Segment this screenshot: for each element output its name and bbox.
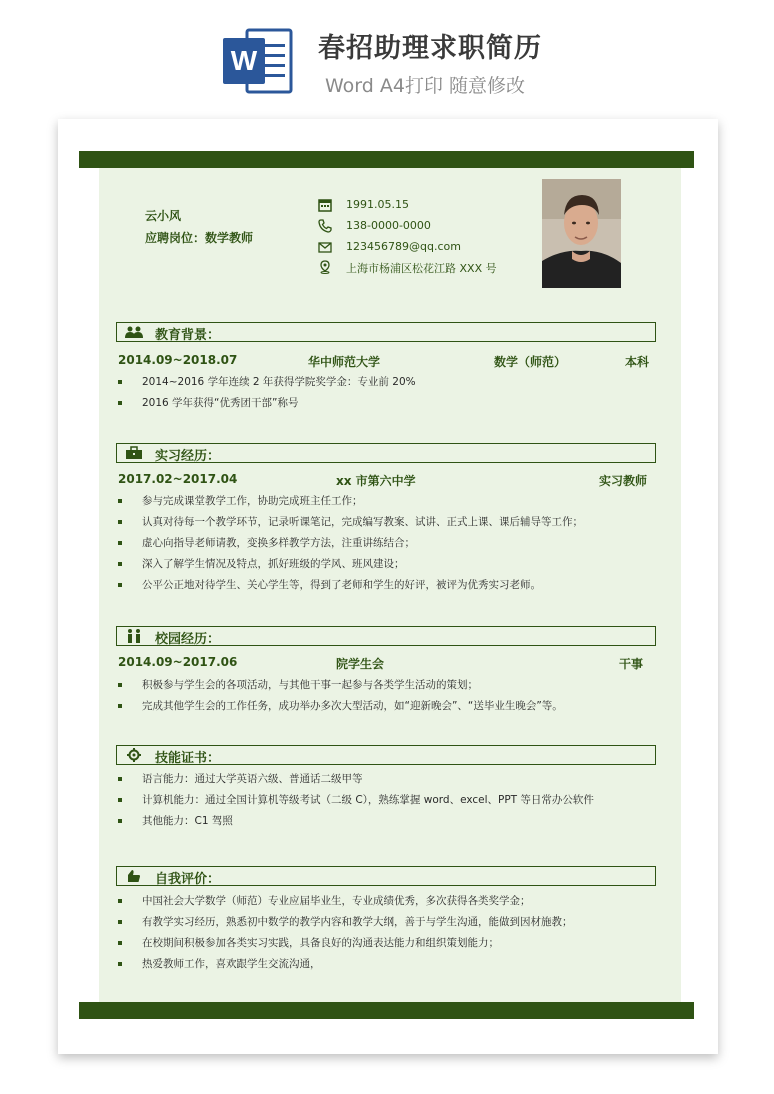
word-icon bbox=[221, 24, 295, 98]
section-campus-header bbox=[116, 626, 656, 646]
edu-degree: 本科 bbox=[625, 355, 650, 369]
profile-photo bbox=[542, 179, 621, 288]
list-item: 中国社会大学数学（师范）专业应届毕业生，专业成绩优秀，多次获得各类奖学金； bbox=[120, 893, 531, 908]
section-internship-header bbox=[116, 443, 656, 463]
candidate-name: 云小风 bbox=[145, 209, 182, 223]
people-icon bbox=[125, 629, 143, 643]
list-item: 在校期间积极参加各类实习实践，具备良好的沟通表达能力和组织策划能力； bbox=[120, 935, 499, 950]
birth-date: 1991.05.15 bbox=[346, 198, 409, 211]
education-icon bbox=[125, 325, 143, 339]
list-item: 参与完成课堂教学工作，协助完成班主任工作； bbox=[120, 493, 363, 508]
section-skills-header bbox=[116, 745, 656, 765]
edu-period: 2014.09~2018.07 bbox=[118, 353, 238, 367]
calendar-icon bbox=[318, 198, 332, 212]
phone-icon bbox=[318, 219, 332, 233]
list-item: 2014~2016 学年连续 2 年获得学院奖学金：专业前 20% bbox=[120, 374, 416, 389]
edu-school: 华中师范大学 bbox=[308, 355, 381, 369]
section-self-eval-header bbox=[116, 866, 656, 886]
section-title: 自我评价： bbox=[155, 872, 221, 887]
section-title: 实习经历： bbox=[155, 449, 221, 464]
campus-period: 2014.09~2017.06 bbox=[118, 655, 238, 669]
list-item: 语言能力：通过大学英语六级、普通话二级甲等 bbox=[120, 771, 363, 786]
campus-role: 干事 bbox=[619, 657, 644, 671]
applied-position: 应聘岗位：数学教师 bbox=[145, 231, 254, 245]
banner bbox=[0, 0, 774, 115]
top-bar bbox=[79, 151, 694, 168]
section-education-header bbox=[116, 322, 656, 342]
intern-role: 实习教师 bbox=[599, 474, 648, 488]
svg-text:W: W bbox=[230, 45, 258, 76]
list-item: 完成其他学生会的工作任务，成功举办多次大型活动，如“迎新晚会”、“送毕业生晚会”等。 bbox=[120, 698, 563, 713]
address: 上海市杨浦区松花江路 XXX 号 bbox=[346, 262, 497, 275]
banner-subtitle: Word A4打印 随意修改 bbox=[325, 75, 526, 97]
section-title: 技能证书： bbox=[155, 751, 221, 766]
location-icon bbox=[318, 260, 332, 274]
list-item: 计算机能力：通过全国计算机等级考试（二级 C），熟练掌握 word、excel、PPT 等日常办公软件 bbox=[120, 792, 594, 807]
list-item: 公平公正地对待学生、关心学生等，得到了老师和学生的好评，被评为优秀实习老师。 bbox=[120, 577, 541, 592]
list-item: 其他能力：C1 驾照 bbox=[120, 813, 233, 828]
list-item: 虚心向指导老师请教，变换多样教学方法，注重讲练结合； bbox=[120, 535, 415, 550]
bottom-bar bbox=[79, 1002, 694, 1019]
phone-number: 138-0000-0000 bbox=[346, 219, 431, 232]
list-item: 热爱教师工作，喜欢跟学生交流沟通， bbox=[120, 956, 321, 971]
banner-title: 春招助理求职简历 bbox=[318, 33, 542, 64]
section-title: 校园经历： bbox=[155, 632, 221, 647]
gear-icon bbox=[125, 748, 143, 762]
list-item: 认真对待每一个教学环节，记录听课笔记，完成编写教案、试讲、正式上课、课后辅导等工作； bbox=[120, 514, 583, 529]
intern-org: xx 市第六中学 bbox=[336, 474, 416, 488]
intern-period: 2017.02~2017.04 bbox=[118, 472, 238, 486]
list-item: 有教学实习经历，熟悉初中数学的教学内容和教学大纲，善于与学生沟通，能做到因材施教； bbox=[120, 914, 573, 929]
section-title: 教育背景： bbox=[155, 328, 221, 343]
mail-icon bbox=[318, 240, 332, 254]
list-item: 积极参与学生会的各项活动，与其他干事一起参与各类学生活动的策划； bbox=[120, 677, 478, 692]
email: 123456789@qq.com bbox=[346, 240, 461, 253]
list-item: 2016 学年获得“优秀团干部”称号 bbox=[120, 395, 298, 410]
thumb-icon bbox=[125, 869, 143, 883]
briefcase-icon bbox=[125, 446, 143, 460]
campus-org: 院学生会 bbox=[336, 657, 385, 671]
list-item: 深入了解学生情况及特点，抓好班级的学风、班风建设； bbox=[120, 556, 405, 571]
edu-major: 数学（师范） bbox=[494, 355, 567, 369]
